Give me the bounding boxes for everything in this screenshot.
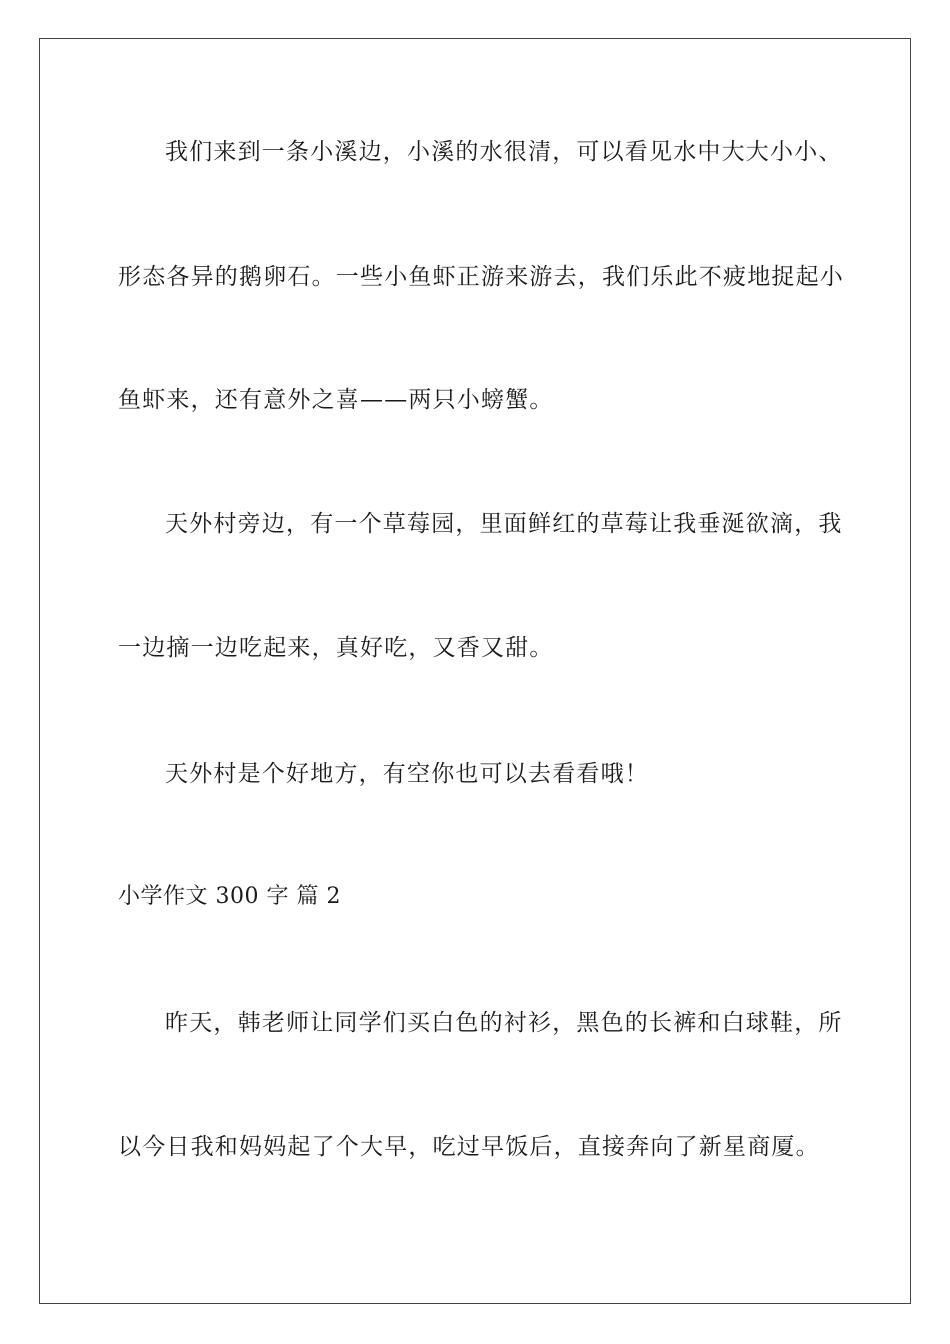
paragraph-line: 天外村是个好地方，有空你也可以去看看哦！ xyxy=(165,761,649,787)
paragraph-line: 昨天，韩老师让同学们买白色的衬衫，黑色的长裤和白球鞋，所 xyxy=(165,1010,843,1036)
paragraph-line: 一边摘一边吃起来，真好吃，又香又甜。 xyxy=(118,635,554,661)
paragraph-line: 鱼虾来，还有意外之喜——两只小螃蟹。 xyxy=(118,387,554,413)
paragraph-line: 我们来到一条小溪边，小溪的水很清，可以看见水中大大小小、 xyxy=(165,139,843,165)
paragraph-line: 天外村旁边，有一个草莓园，里面鲜红的草莓让我垂涎欲滴，我 xyxy=(165,511,843,537)
paragraph-line: 以今日我和妈妈起了个大早，吃过早饭后，直接奔向了新星商厦。 xyxy=(118,1134,820,1160)
section-heading: 小学作文 300 字 篇 2 xyxy=(118,884,341,909)
page-border xyxy=(39,38,911,1304)
paragraph-line: 形态各异的鹅卵石。一些小鱼虾正游来游去，我们乐此不疲地捉起小 xyxy=(118,264,844,290)
